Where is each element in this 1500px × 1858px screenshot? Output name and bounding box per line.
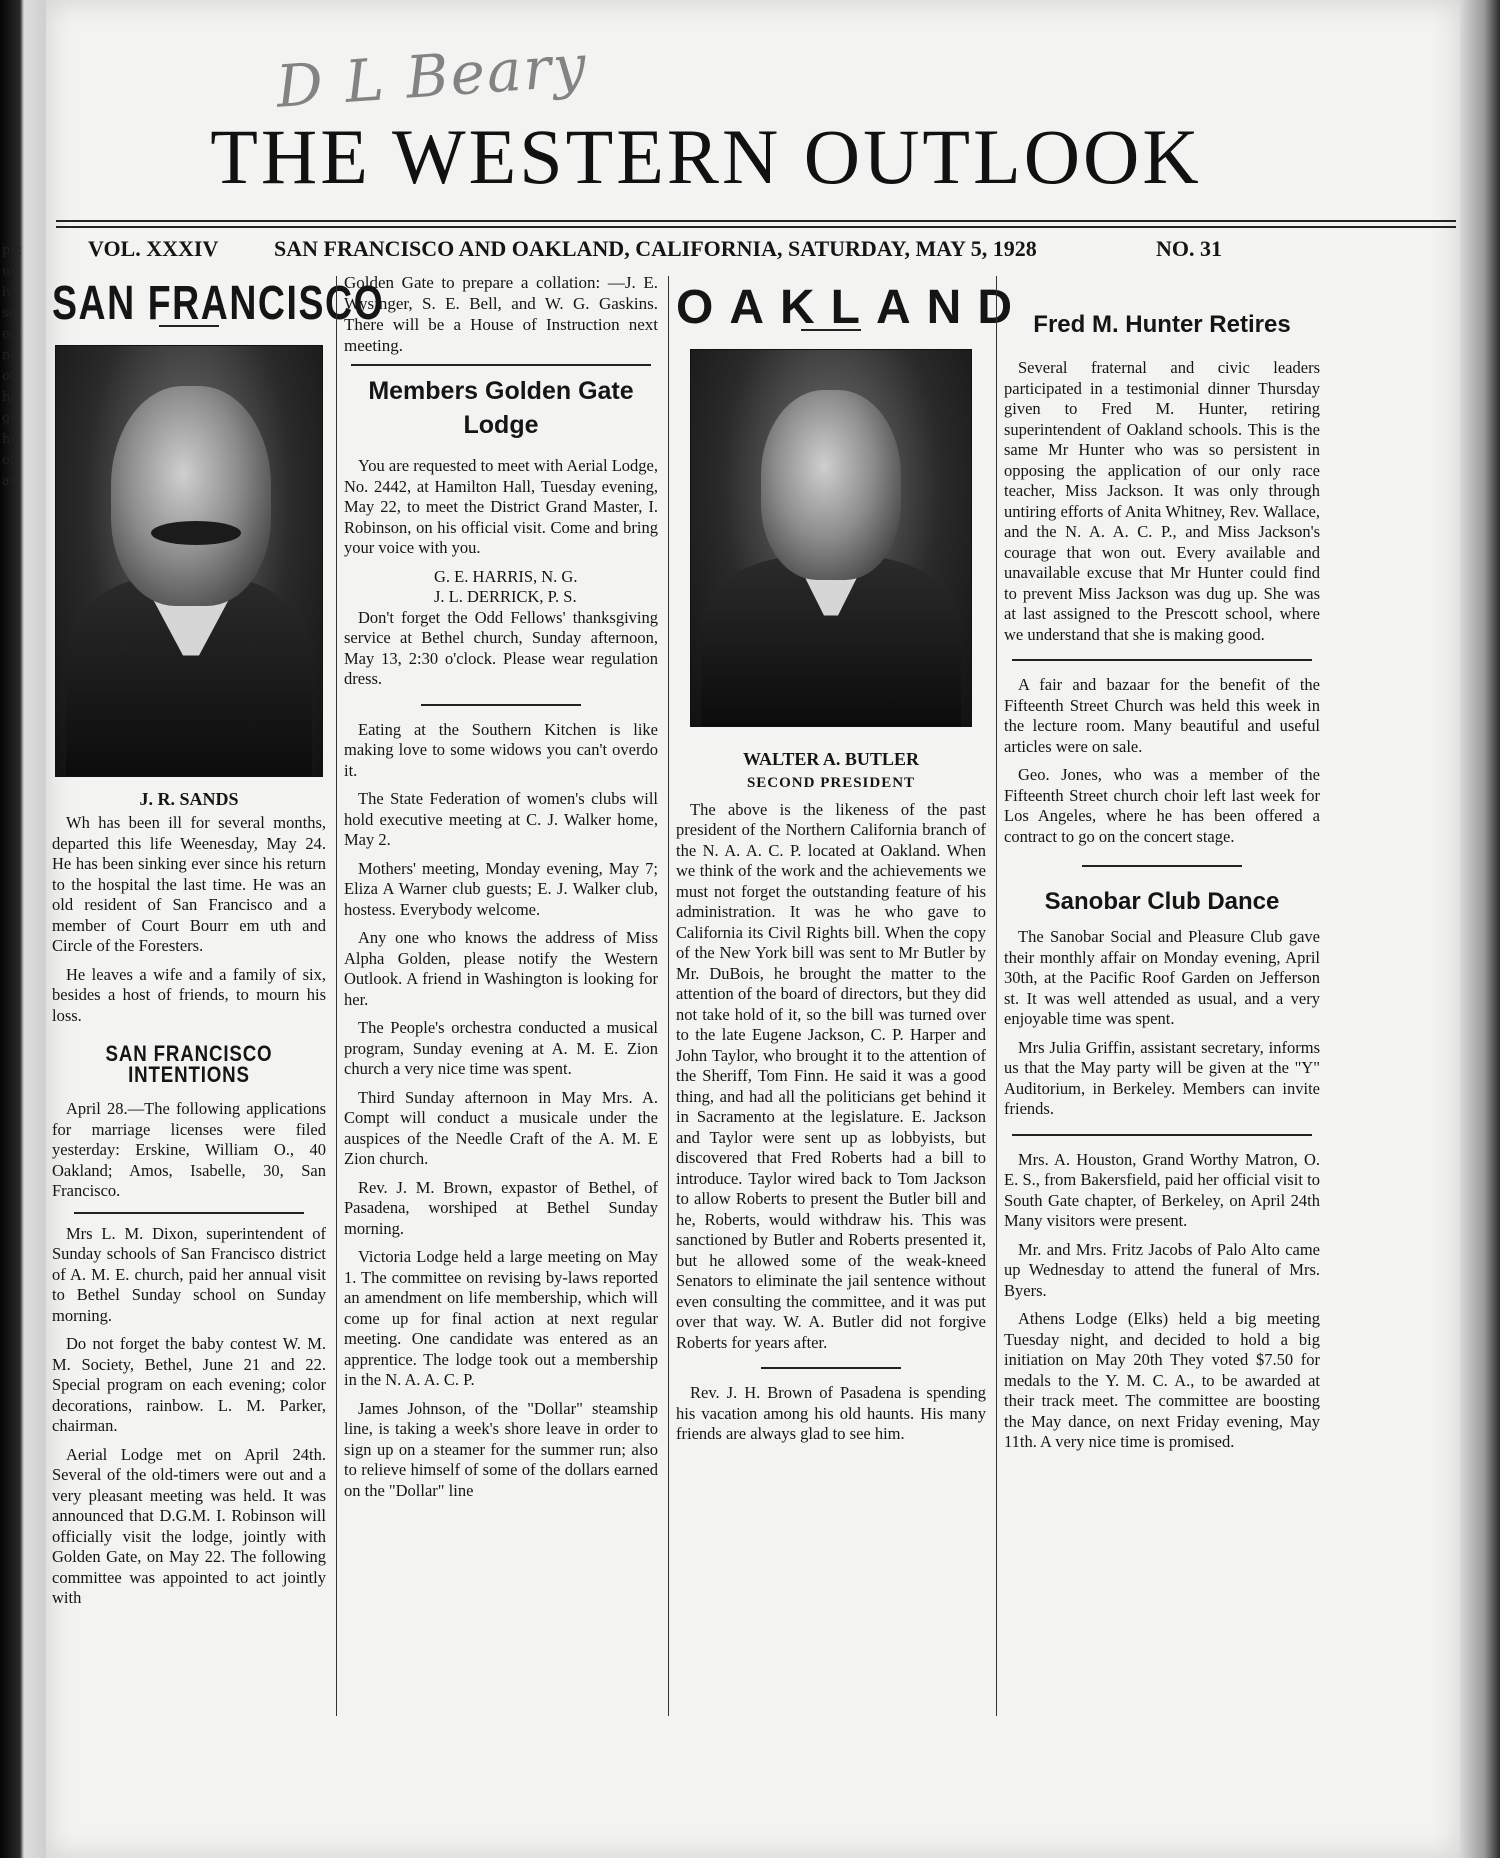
- article-paragraph: Rev. J. H. Brown of Pasadena is spending his vacation among his old haunts. His many friends are always glad to see him.: [676, 1383, 986, 1443]
- portrait-photo-sands: [55, 345, 323, 777]
- binding-fragment-text: pic us lv se ed ne ot he ge he of an: [2, 243, 22, 489]
- place-date: SAN FRANCISCO AND OAKLAND, CALIFORNIA, SATURDAY, MAY 5, 1928: [274, 236, 1037, 261]
- book-binding: [0, 0, 46, 1858]
- column-divider: [1012, 1134, 1312, 1136]
- column-divider: [74, 1212, 304, 1214]
- article-paragraph: He leaves a wife and a family of six, besides a host of friends, to mourn his loss.: [52, 964, 326, 1025]
- masthead-rule: [56, 220, 1456, 222]
- article-paragraph: Several fraternal and civic leaders participated in a testimonial dinner Thursday given to Fred M. Hunter, retiring superintendent of Oakland schools. This is the same Mr Hunter who was so persistent in opposing the application of our only race teacher, Miss Jackson. It was only through untiring efforts of Anita Whitney, Rev. Wallace, and the N. A. A. C. P., and Miss Jackson's courage that won out. Every available and unavailable excuse that Mr Hunter could find to prevent Miss Jackson was dug up. She was at last assigned to the Prescott school, where we understand that she is making good.: [1004, 358, 1320, 644]
- signature-line: G. E. HARRIS, N. G.: [434, 566, 578, 586]
- photo-figure-face: [761, 390, 901, 580]
- column-rule: [668, 276, 669, 1716]
- article-paragraph: A fair and bazaar for the benefit of the Fifteenth Street Church was held this week in the lecture room. Many beautiful and useful articles were on sale.: [1004, 675, 1320, 756]
- photo-subcaption-butler: SECOND PRESIDENT: [746, 775, 916, 791]
- article-paragraph: Eating at the Southern Kitchen is like making love to some widows you can't overdo it.: [344, 719, 658, 780]
- article-paragraph: Do not forget the baby contest W. M. M. Society, Bethel, June 21 and 22. Special program on each evening; color decorations, rainbow. L. M. Parker, chairman.: [52, 1334, 326, 1435]
- article-paragraph: James Johnson, of the "Dollar" steamship line, is taking a week's shore leave in order to sign up on a steamer for the summer run; also to relieve himself of some of the dollars earned on the "Dollar" line: [344, 1398, 658, 1500]
- article-paragraph: Rev. J. M. Brown, expastor of Bethel, of Pasadena, worshiped at Bethel Sunday morning.: [344, 1177, 658, 1238]
- section-head-oakland: OAKLAND: [676, 281, 1028, 334]
- volume-number: VOL. XXXIV: [88, 236, 219, 261]
- masthead-rule-double: [56, 226, 1456, 228]
- issue-number: NO. 31: [1156, 236, 1222, 261]
- dateline: [46, 236, 1406, 276]
- article-paragraph: Mrs Julia Griffin, assistant secretary, informs us that the May party will be given at the "Y" Auditorium, in Berkeley. Members can invite friends.: [1004, 1037, 1320, 1118]
- newspaper-page: [46, 0, 1460, 1858]
- article-paragraph: Mothers' meeting, Monday evening, May 7; Eliza A Warner club guests; E. J. Walker club, hostess. Everybody welcome.: [344, 858, 658, 919]
- article-paragraph: Mr. and Mrs. Fritz Jacobs of Palo Alto came up Wednesday to attend the funeral of Mrs. Byers.: [1004, 1239, 1320, 1300]
- column-rule: [996, 276, 997, 1716]
- headline-hunter-retires: Fred M. Hunter Retires: [1033, 311, 1291, 338]
- article-paragraph: Aerial Lodge met on April 24th. Several of the old-timers were out and a very pleasant meeting was held. It was announced that D.G.M. I. Robinson will officially visit the lodge, jointly with Golden Gate, on May 22. The following committee was appointed to act jointly with: [52, 1444, 326, 1607]
- article-paragraph: Don't forget the Odd Fellows' thanksgiving service at Bethel church, Sunday afternoon, May 13, 2:30 o'clock. Please wear regulation dress.: [344, 607, 658, 688]
- article-paragraph: Wh has been ill for several months, departed this life Weenesday, May 24. He has been sinking ever since his return to the hospital the last time. He was an old resident of San Francisco and a member of Court Bourr em uth and Circle of the Foresters.: [52, 813, 326, 955]
- column-oakland: [676, 276, 1028, 1453]
- signature-line: J. L. DERRICK, P. S.: [434, 587, 577, 606]
- section-head-san-francisco: SAN FRANCISCO: [52, 277, 385, 330]
- photo-caption-butler: WALTER A. BUTLER: [743, 748, 919, 769]
- article-paragraph: Athens Lodge (Elks) held a big meeting Tuesday night, and decided to hold a big initiation on May 20th They voted $7.50 for medals to the Y. M. C. A., to be awarded at their track meet. The committee are boosting the May dance, on next Friday evening, May 11th. A very nice time is promised.: [1004, 1309, 1320, 1451]
- article-paragraph: The Sanobar Social and Pleasure Club gave their monthly affair on Monday evening, April 30th, at the Pacific Roof Garden on Jefferson st. It was well attended as usual, and a very enjoyable time was spent.: [1004, 927, 1320, 1028]
- article-paragraph: The above is the likeness of the past president of the Northern California branch of the N. A. A. C. P. located at Oakland. When we think of the work and the achievements we must not forget the outstanding feature of his administration. It was he who gave to California its Civil Rights bill. When the copy of the New York bill was sent to Mr Butler by Mr. DuBois, he brought the matter to the attention of the board of directors, but they did not take hold of it, so the bill was turned over to the late Eugene Jackson, C. P. Harper and John Taylor, who brought it to the attention of the Sheriff, Tom Finn. He said it was a good thing, and had all the politicians get behind it in Sacramento at the legislature. E. Jackson and Taylor were sent up as lobbyists, but discovered that Fred Roberts had a bill to introduce. Taylor wired back to Tom Jackson to allow Roberts to present the Butler bill and he, Roberts, would withdraw his. This was sanctioned by Butler and Roberts presented it, but he allowed some of the weak-kneed Senators to eliminate the jail sentence without even consulting the committee, and it was put over that way. W. A. Butler did not forgive Roberts for years after.: [676, 799, 986, 1352]
- article-paragraph: Geo. Jones, who was a member of the Fifteenth Street church choir left last week for Los Angeles, where he has been offered a contract to go on the concert stage.: [1004, 765, 1320, 846]
- photo-caption-sands: J. R. SANDS: [139, 788, 239, 809]
- column-divider: [761, 1367, 901, 1369]
- portrait-photo-butler: [690, 349, 972, 727]
- article-paragraph: Victoria Lodge held a large meeting on May 1. The committee on revising by-laws reported an amendment on life membership, which will come up for final action at next regular meeting. One candidate was entered as an apprentice. The lodge took out a membership in the N. A. A. C. P.: [344, 1247, 658, 1389]
- column-rule: [336, 276, 337, 1716]
- article-paragraph: You are requested to meet with Aerial Lodge, No. 2442, at Hamilton Hall, Tuesday evening, May 22, to meet the District Grand Master, I. Robinson, on his official visit. Come and bring your voice with you.: [344, 456, 658, 557]
- article-paragraph: April 28.—The following applications for marriage licenses were filed yesterday: Erskine, William O., 40 Oakland; Amos, Isabelle, 30, San Francisco.: [52, 1099, 326, 1200]
- article-paragraph: The People's orchestra conducted a musical program, Sunday evening at A. M. E. Zion church a very nice time was spent.: [344, 1018, 658, 1078]
- article-paragraph: Mrs. A. Houston, Grand Worthy Matron, O. E. S., from Bakersfield, paid her official visit to South Gate chapter, of Berkeley, on April 24th Many visitors were present.: [1004, 1149, 1320, 1230]
- photo-figure-mustache: [151, 521, 241, 545]
- headline-golden-gate-lodge: Members Golden Gate Lodge: [368, 377, 634, 439]
- photo-figure-face: [111, 386, 271, 606]
- article-paragraph: The State Federation of women's clubs will hold executive meeting at C. J. Walker home, May 2.: [344, 789, 658, 849]
- headline-sanobar-dance: Sanobar Club Dance: [1044, 888, 1280, 915]
- column-oakland-news: [1004, 276, 1320, 1461]
- handwritten-signature: D L Beary: [274, 31, 590, 121]
- column-divider: [1082, 865, 1242, 867]
- masthead-title: THE WESTERN OUTLOOK: [210, 113, 1202, 200]
- article-paragraph: Any one who knows the address of Miss Alpha Golden, please notify the Western Outlook. A friend in Washington is looking for her.: [344, 928, 658, 1009]
- column-divider: [1012, 659, 1312, 661]
- column-san-francisco: [52, 276, 385, 1617]
- column-divider: [421, 704, 581, 706]
- column-divider: [351, 364, 651, 366]
- headline-sf-intentions: SAN FRANCISCO INTENTIONS: [105, 1041, 273, 1087]
- article-paragraph: Golden Gate to prepare a collation: —J. E. Wysinger, S. E. Bell, and W. G. Gaskins. There will be a House of Instruction next meeting.: [344, 273, 658, 355]
- article-paragraph: Mrs L. M. Dixon, superintendent of Sunday schools of San Francisco district of A. M. E. church, paid her annual visit to Bethel Sunday school on Sunday morning.: [52, 1223, 326, 1325]
- article-paragraph: Third Sunday afternoon in May Mrs. A. Compt will conduct a musicale under the auspices of the Needle Craft of the A. M. E Zion church.: [344, 1087, 658, 1168]
- page-edge: [1460, 0, 1500, 1858]
- column-lodge-news: [344, 272, 658, 1509]
